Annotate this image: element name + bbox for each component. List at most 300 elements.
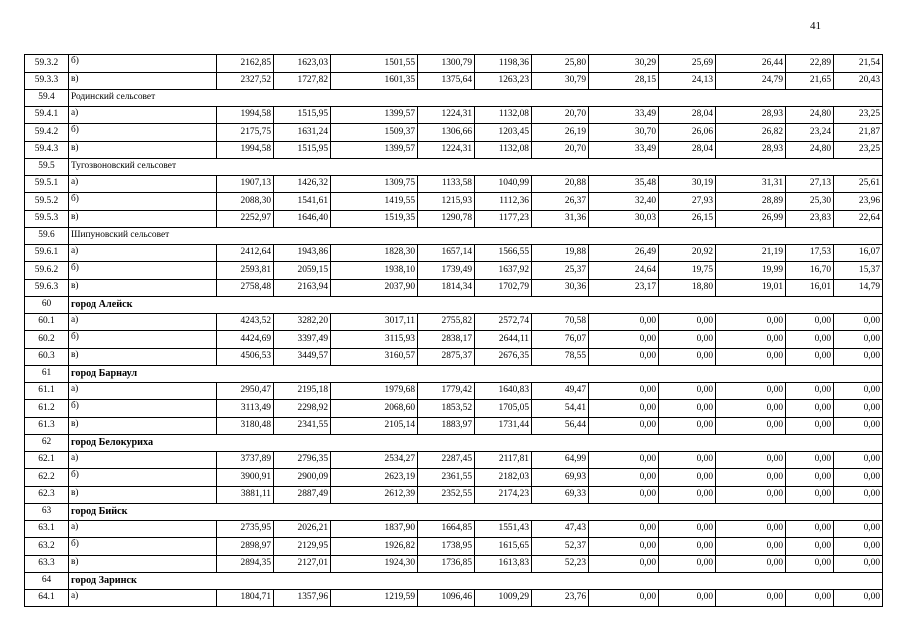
value-cell: 0,00 [786,486,834,504]
value-cell: 19,75 [659,262,716,280]
section-row [25,297,883,314]
row-subtype: в) [69,555,217,573]
value-cell: 20,43 [834,72,883,90]
section-title: Родинский сельсовет [69,90,883,107]
value-cell: 0,00 [834,331,883,349]
value-cell: 1515,95 [274,141,331,159]
value-cell: 0,00 [834,520,883,538]
value-cell: 0,00 [659,382,716,400]
row-code: 59.3.3 [25,72,69,90]
value-cell: 0,00 [589,348,659,366]
value-cell: 2361,55 [418,469,475,487]
table-row [25,382,883,400]
value-cell: 2676,35 [475,348,532,366]
row-subtype: б) [69,331,217,349]
value-cell: 4424,69 [217,331,274,349]
value-cell: 1837,90 [331,520,418,538]
value-cell: 1631,24 [274,124,331,142]
value-cell: 56,44 [532,417,589,435]
row-subtype: а) [69,451,217,469]
value-cell: 0,00 [659,331,716,349]
row-code: 59.4.1 [25,106,69,124]
row-code: 59.4 [25,90,69,107]
value-cell: 0,00 [716,348,786,366]
row-code: 60.1 [25,313,69,331]
value-cell: 0,00 [786,382,834,400]
value-cell: 0,00 [589,589,659,607]
value-cell: 2252,97 [217,210,274,228]
value-cell: 2117,81 [475,451,532,469]
value-cell: 52,23 [532,555,589,573]
value-cell: 3160,57 [331,348,418,366]
value-cell: 0,00 [716,331,786,349]
value-cell: 2162,85 [217,55,274,73]
value-cell: 1198,36 [475,55,532,73]
row-code: 62 [25,435,69,452]
value-cell: 1736,85 [418,555,475,573]
value-cell: 28,93 [716,141,786,159]
value-cell: 0,00 [659,469,716,487]
value-cell: 1133,58 [418,175,475,193]
value-cell: 2755,82 [418,313,475,331]
value-cell: 1979,68 [331,382,418,400]
value-cell: 32,40 [589,193,659,211]
value-cell: 16,01 [786,279,834,297]
row-subtype: а) [69,106,217,124]
value-cell: 2175,75 [217,124,274,142]
value-cell: 25,37 [532,262,589,280]
value-cell: 2088,30 [217,193,274,211]
value-cell: 1509,37 [331,124,418,142]
value-cell: 0,00 [659,348,716,366]
value-cell: 2026,21 [274,520,331,538]
value-cell: 26,99 [716,210,786,228]
value-cell: 19,88 [532,244,589,262]
row-code: 59.4.3 [25,141,69,159]
table-row [25,244,883,262]
value-cell: 0,00 [716,417,786,435]
table-row [25,417,883,435]
value-cell: 1309,75 [331,175,418,193]
value-cell: 23,96 [834,193,883,211]
value-cell: 2105,14 [331,417,418,435]
table-body [25,55,883,607]
value-cell: 0,00 [716,469,786,487]
table-row [25,175,883,193]
value-cell: 0,00 [589,520,659,538]
value-cell: 2623,19 [331,469,418,487]
row-subtype: в) [69,210,217,228]
row-subtype: б) [69,538,217,556]
row-subtype: а) [69,244,217,262]
row-code: 60 [25,297,69,314]
value-cell: 0,00 [786,555,834,573]
value-cell: 1907,13 [217,175,274,193]
value-cell: 22,64 [834,210,883,228]
value-cell: 1637,92 [475,262,532,280]
value-cell: 0,00 [786,313,834,331]
page-number: 41 [810,20,821,32]
value-cell: 1306,66 [418,124,475,142]
value-cell: 31,31 [716,175,786,193]
value-cell: 1096,46 [418,589,475,607]
value-cell: 2037,90 [331,279,418,297]
value-cell: 24,80 [786,106,834,124]
value-cell: 69,93 [532,469,589,487]
value-cell: 2900,09 [274,469,331,487]
table-row [25,400,883,418]
value-cell: 1738,95 [418,538,475,556]
value-cell: 2898,97 [217,538,274,556]
value-cell: 1112,36 [475,193,532,211]
value-cell: 0,00 [659,417,716,435]
value-cell: 0,00 [659,555,716,573]
value-cell: 1804,71 [217,589,274,607]
value-cell: 1519,35 [331,210,418,228]
value-cell: 2894,35 [217,555,274,573]
value-cell: 33,49 [589,106,659,124]
value-cell: 1924,30 [331,555,418,573]
value-cell: 0,00 [589,469,659,487]
row-code: 61.2 [25,400,69,418]
value-cell: 0,00 [786,469,834,487]
section-title: Шипуновский сельсовет [69,228,883,245]
value-cell: 1203,45 [475,124,532,142]
value-cell: 0,00 [659,400,716,418]
value-cell: 16,07 [834,244,883,262]
value-cell: 26,82 [716,124,786,142]
table-row [25,106,883,124]
value-cell: 1739,49 [418,262,475,280]
value-cell: 24,79 [716,72,786,90]
value-cell: 1731,44 [475,417,532,435]
section-title: город Бийск [69,504,883,521]
value-cell: 2059,15 [274,262,331,280]
row-code: 62.2 [25,469,69,487]
value-cell: 0,00 [659,538,716,556]
value-cell: 0,00 [834,417,883,435]
value-cell: 0,00 [716,538,786,556]
value-cell: 25,61 [834,175,883,193]
value-cell: 0,00 [834,400,883,418]
value-cell: 26,37 [532,193,589,211]
row-code: 59.6.3 [25,279,69,297]
value-cell: 26,49 [589,244,659,262]
table-row [25,124,883,142]
value-cell: 1664,85 [418,520,475,538]
value-cell: 0,00 [786,400,834,418]
value-cell: 1009,29 [475,589,532,607]
value-cell: 0,00 [659,313,716,331]
row-code: 60.2 [25,331,69,349]
value-cell: 33,49 [589,141,659,159]
value-cell: 1215,93 [418,193,475,211]
row-subtype: б) [69,55,217,73]
value-cell: 1613,83 [475,555,532,573]
section-row [25,159,883,176]
value-cell: 0,00 [716,486,786,504]
value-cell: 30,29 [589,55,659,73]
value-cell: 1601,35 [331,72,418,90]
value-cell: 0,00 [834,589,883,607]
value-cell: 0,00 [786,451,834,469]
row-code: 59.4.2 [25,124,69,142]
value-cell: 0,00 [589,538,659,556]
row-code: 63 [25,504,69,521]
value-cell: 70,58 [532,313,589,331]
table-row [25,589,883,607]
row-code: 59.6.1 [25,244,69,262]
row-subtype: б) [69,124,217,142]
value-cell: 1177,23 [475,210,532,228]
value-cell: 1566,55 [475,244,532,262]
value-cell: 0,00 [834,486,883,504]
value-cell: 1994,58 [217,141,274,159]
value-cell: 3449,57 [274,348,331,366]
row-subtype: б) [69,469,217,487]
value-cell: 23,17 [589,279,659,297]
value-cell: 0,00 [834,469,883,487]
value-cell: 0,00 [716,520,786,538]
value-cell: 30,19 [659,175,716,193]
value-cell: 78,55 [532,348,589,366]
section-row [25,366,883,383]
value-cell: 3737,89 [217,451,274,469]
value-cell: 1938,10 [331,262,418,280]
table-row [25,313,883,331]
row-subtype: а) [69,313,217,331]
row-subtype: в) [69,348,217,366]
section-row [25,435,883,452]
value-cell: 2182,03 [475,469,532,487]
row-subtype: в) [69,486,217,504]
value-cell: 0,00 [786,417,834,435]
value-cell: 2163,94 [274,279,331,297]
value-cell: 3113,49 [217,400,274,418]
value-cell: 0,00 [716,589,786,607]
value-cell: 25,69 [659,55,716,73]
value-cell: 1994,58 [217,106,274,124]
table-row [25,555,883,573]
section-title: город Белокуриха [69,435,883,452]
value-cell: 35,48 [589,175,659,193]
value-cell: 30,79 [532,72,589,90]
value-cell: 3017,11 [331,313,418,331]
row-code: 59.3.2 [25,55,69,73]
value-cell: 30,36 [532,279,589,297]
value-cell: 1883,97 [418,417,475,435]
table-row [25,279,883,297]
row-code: 62.1 [25,451,69,469]
value-cell: 0,00 [786,520,834,538]
value-cell: 20,88 [532,175,589,193]
value-cell: 27,13 [786,175,834,193]
value-cell: 0,00 [786,538,834,556]
row-code: 59.5 [25,159,69,176]
value-cell: 28,89 [716,193,786,211]
row-code: 63.2 [25,538,69,556]
value-cell: 0,00 [716,382,786,400]
value-cell: 1657,14 [418,244,475,262]
row-code: 64.1 [25,589,69,607]
value-cell: 49,47 [532,382,589,400]
value-cell: 23,25 [834,106,883,124]
table-row [25,193,883,211]
value-cell: 0,00 [834,382,883,400]
value-cell: 28,04 [659,141,716,159]
value-cell: 1399,57 [331,141,418,159]
value-cell: 2287,45 [418,451,475,469]
value-cell: 1727,82 [274,72,331,90]
value-cell: 15,37 [834,262,883,280]
value-cell: 3900,91 [217,469,274,487]
value-cell: 0,00 [786,348,834,366]
section-row [25,504,883,521]
value-cell: 1705,05 [475,400,532,418]
value-cell: 1646,40 [274,210,331,228]
value-cell: 0,00 [716,313,786,331]
value-cell: 2644,11 [475,331,532,349]
value-cell: 1263,23 [475,72,532,90]
value-cell: 1853,52 [418,400,475,418]
row-subtype: а) [69,520,217,538]
value-cell: 0,00 [589,486,659,504]
value-cell: 17,53 [786,244,834,262]
value-cell: 1224,31 [418,106,475,124]
value-cell: 1224,31 [418,141,475,159]
value-cell: 2758,48 [217,279,274,297]
value-cell: 28,93 [716,106,786,124]
value-cell: 1541,61 [274,193,331,211]
value-cell: 30,70 [589,124,659,142]
tariff-table [24,54,883,607]
value-cell: 2412,64 [217,244,274,262]
row-subtype: в) [69,141,217,159]
value-cell: 1615,65 [475,538,532,556]
table-row [25,520,883,538]
row-subtype: а) [69,175,217,193]
table-row [25,210,883,228]
value-cell: 0,00 [659,486,716,504]
value-cell: 0,00 [716,451,786,469]
value-cell: 23,76 [532,589,589,607]
row-code: 62.3 [25,486,69,504]
table-row [25,348,883,366]
value-cell: 69,33 [532,486,589,504]
table-row [25,486,883,504]
value-cell: 23,24 [786,124,834,142]
value-cell: 25,30 [786,193,834,211]
value-cell: 76,07 [532,331,589,349]
value-cell: 64,99 [532,451,589,469]
row-code: 61.3 [25,417,69,435]
value-cell: 2796,35 [274,451,331,469]
row-code: 60.3 [25,348,69,366]
value-cell: 1926,82 [331,538,418,556]
row-subtype: б) [69,193,217,211]
value-cell: 47,43 [532,520,589,538]
value-cell: 1426,32 [274,175,331,193]
value-cell: 3115,93 [331,331,418,349]
value-cell: 0,00 [786,589,834,607]
section-row [25,90,883,107]
table-row [25,55,883,73]
value-cell: 3881,11 [217,486,274,504]
value-cell: 3397,49 [274,331,331,349]
table-row [25,451,883,469]
value-cell: 0,00 [659,451,716,469]
value-cell: 1357,96 [274,589,331,607]
value-cell: 2352,55 [418,486,475,504]
value-cell: 0,00 [589,400,659,418]
table-row [25,331,883,349]
row-code: 61 [25,366,69,383]
value-cell: 0,00 [834,538,883,556]
section-title: город Барнаул [69,366,883,383]
row-subtype: в) [69,417,217,435]
value-cell: 0,00 [834,555,883,573]
row-subtype: б) [69,262,217,280]
value-cell: 25,80 [532,55,589,73]
value-cell: 0,00 [589,331,659,349]
value-cell: 2127,01 [274,555,331,573]
table-row [25,72,883,90]
row-code: 59.6 [25,228,69,245]
value-cell: 20,70 [532,141,589,159]
section-title: Тугозвоновский сельсовет [69,159,883,176]
table-row [25,469,883,487]
value-cell: 2129,95 [274,538,331,556]
row-subtype: а) [69,382,217,400]
value-cell: 2875,37 [418,348,475,366]
section-title: город Заринск [69,573,883,590]
value-cell: 2572,74 [475,313,532,331]
value-cell: 0,00 [589,382,659,400]
value-cell: 26,44 [716,55,786,73]
value-cell: 0,00 [834,451,883,469]
value-cell: 20,70 [532,106,589,124]
value-cell: 23,25 [834,141,883,159]
value-cell: 19,99 [716,262,786,280]
value-cell: 27,93 [659,193,716,211]
value-cell: 2068,60 [331,400,418,418]
value-cell: 16,70 [786,262,834,280]
table-row [25,262,883,280]
value-cell: 2887,49 [274,486,331,504]
value-cell: 2838,17 [418,331,475,349]
value-cell: 2950,47 [217,382,274,400]
value-cell: 2327,52 [217,72,274,90]
value-cell: 1551,43 [475,520,532,538]
value-cell: 2174,23 [475,486,532,504]
row-code: 59.5.3 [25,210,69,228]
value-cell: 4243,52 [217,313,274,331]
value-cell: 0,00 [589,417,659,435]
value-cell: 30,03 [589,210,659,228]
value-cell: 0,00 [834,348,883,366]
value-cell: 0,00 [589,555,659,573]
value-cell: 1040,99 [475,175,532,193]
value-cell: 1702,79 [475,279,532,297]
value-cell: 1290,78 [418,210,475,228]
section-row [25,228,883,245]
value-cell: 2298,92 [274,400,331,418]
row-code: 63.1 [25,520,69,538]
value-cell: 1419,55 [331,193,418,211]
value-cell: 24,13 [659,72,716,90]
value-cell: 28,15 [589,72,659,90]
row-code: 64 [25,573,69,590]
